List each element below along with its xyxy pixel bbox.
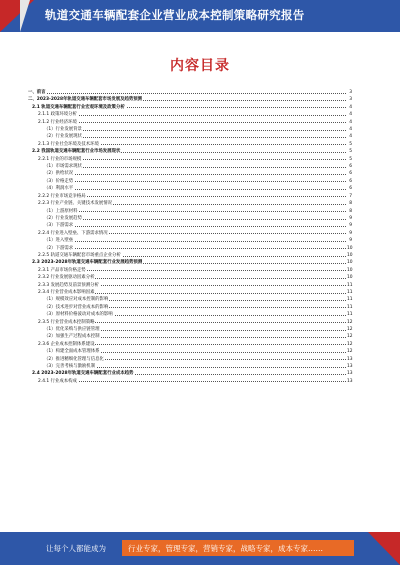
dot-leader (44, 137, 346, 138)
toc-entry-text: （1）进入壁垒 (44, 238, 74, 244)
toc-page-number: 6 (347, 170, 352, 177)
toc-entry[interactable] (28, 119, 352, 126)
toc-entry[interactable] (28, 126, 352, 133)
toc-entry[interactable] (28, 222, 352, 229)
toc-page-number: 12 (347, 349, 353, 355)
toc-entry[interactable] (28, 193, 352, 200)
toc-entry-text: 2.3.1 产品市场价格走势 (38, 267, 86, 273)
toc-entry-text: 2.3 2023-2028年轨道交通车辆配套行业发展趋势预测 (32, 260, 143, 266)
footer-tagline-box (122, 540, 354, 556)
toc-entry-text: （1）行业发展背景 (44, 127, 82, 133)
toc-page-number: 12 (347, 334, 353, 340)
toc-entry[interactable] (28, 133, 352, 140)
toc-page-number: 4 (347, 111, 352, 118)
toc-page-number: 10 (347, 275, 353, 281)
toc-entry[interactable] (28, 311, 352, 318)
dot-leader (28, 93, 346, 94)
toc-entry-text: 二、2023-2028年轨道交通车辆配套市场发展及趋势预测 (28, 97, 143, 103)
toc-entry[interactable] (28, 104, 352, 111)
toc-entry[interactable] (28, 333, 352, 340)
toc-entry-text: 2.2.1 行业的市场规模 (38, 156, 82, 162)
toc-page-number: 4 (347, 119, 352, 126)
dot-leader (44, 167, 346, 168)
toc-page-number: 4 (347, 126, 352, 133)
toc-entry[interactable] (28, 282, 352, 289)
page-footer (0, 532, 400, 565)
toc-entry[interactable] (28, 230, 352, 237)
toc-entry-text: （2）行业发展现状 (44, 134, 82, 140)
toc-entry[interactable] (28, 170, 352, 177)
dot-leader (44, 219, 346, 220)
toc-entry-text: （1）构建全面成本管理体系 (44, 349, 100, 355)
toc-entry-text: （2）加强生产过程成本控制 (44, 334, 100, 340)
header-grey-stripe (20, 0, 30, 32)
dot-leader (38, 122, 346, 123)
dot-leader (38, 115, 346, 116)
toc-entry[interactable] (28, 200, 352, 207)
toc-entry[interactable] (28, 156, 352, 163)
toc-page-number: 6 (347, 178, 352, 185)
toc-entry[interactable] (28, 237, 352, 244)
toc-entry[interactable] (28, 274, 352, 281)
toc-entry[interactable] (28, 148, 352, 155)
toc-page-number: 11 (347, 282, 353, 288)
toc-entry-text: （1）上游原材料 (44, 208, 78, 214)
toc-entry-text: 2.2.2 行业市场竞争格局 (38, 193, 86, 199)
dot-leader (44, 241, 346, 242)
toc-entry[interactable] (28, 111, 352, 118)
toc-entry[interactable] (28, 96, 352, 103)
toc-page-number: 4 (347, 133, 352, 140)
toc-page-number: 5 (347, 156, 352, 163)
toc-entry[interactable] (28, 185, 352, 192)
toc-entry[interactable] (28, 370, 352, 377)
toc-entry-text: （3）价格走势 (44, 178, 74, 184)
toc-page-number: 9 (347, 222, 352, 229)
toc-page-number: 8 (347, 200, 352, 207)
toc-entry-text: （1）规模效应对成本控制的影响 (44, 297, 109, 303)
dot-leader (38, 159, 346, 160)
toc-entry[interactable] (28, 89, 352, 96)
dot-leader (44, 248, 346, 249)
toc-entry-text: （2）推进精细化管理与信息化 (44, 356, 104, 362)
toc-entry-text: 2.3.6 企业成本控制体系建设 (38, 341, 95, 347)
toc-page-number: 9 (347, 230, 352, 237)
toc-entry-text: （3）下游需求 (44, 223, 74, 229)
toc-entry-text: （1）市场需求现状 (44, 164, 82, 170)
toc-page-number: 9 (347, 215, 352, 222)
toc-page-number: 10 (347, 267, 353, 273)
dot-leader (44, 189, 346, 190)
footer-red-corner (368, 532, 400, 565)
toc-page-number: 3 (347, 96, 352, 103)
toc-entry-text: 2.1.1 政策环境分析 (38, 112, 77, 118)
toc-entry-text: 2.3.5 行业营业成本控制策略 (38, 319, 95, 325)
toc-page-number: 12 (347, 341, 353, 347)
toc-entry-text: 2.2.3 行业产业链、关键技术发展情况 (38, 201, 113, 207)
toc-entry[interactable] (28, 245, 352, 252)
toc-entry[interactable] (28, 208, 352, 215)
toc-page-number: 13 (347, 364, 353, 370)
toc-entry-text: 2.3.4 行业营业成本影响因素 (38, 289, 95, 295)
toc-entry-text: 2.1.2 行业经济环境 (38, 119, 77, 125)
toc-entry[interactable] (28, 319, 352, 326)
toc-page-number: 11 (347, 297, 353, 303)
toc-entry-text: （1）优化采购与供应链管理 (44, 327, 100, 332)
toc-entry-text: （2）技术进步对营业成本的影响 (44, 304, 109, 310)
toc-entry-text: 2.4 2023-2028年轨道交通车辆配套行业成本趋势 (32, 371, 134, 377)
toc-entry[interactable] (28, 326, 352, 333)
toc-entry-text: （2）下游需求 (44, 245, 74, 251)
footer-slogan: 让每个人都能成为 (46, 544, 106, 553)
toc-entry[interactable] (28, 296, 352, 303)
toc-page-number: 8 (347, 208, 352, 215)
toc-page-number: 11 (347, 289, 353, 295)
dot-leader (44, 226, 346, 227)
toc-entry-text: （2）供给状况 (44, 171, 74, 177)
toc-page-number: 12 (347, 319, 353, 325)
toc-page-number: 10 (347, 252, 353, 258)
toc-page-number: 5 (347, 141, 352, 148)
toc-entry-text: 2.2.5 轨道交通车辆配套市场重点企业分析 (38, 252, 121, 258)
toc-entry[interactable] (28, 178, 352, 185)
toc-heading: 内容目录 (170, 58, 230, 74)
toc-page-number: 5 (347, 148, 352, 155)
toc-entry[interactable] (28, 304, 352, 311)
toc-page-number: 13 (347, 378, 353, 384)
toc-entry[interactable] (28, 363, 352, 370)
toc-page-number: 13 (347, 371, 353, 377)
toc-page-number: 6 (347, 185, 352, 192)
toc-page-number: 11 (347, 312, 353, 318)
toc-entry[interactable] (28, 341, 352, 348)
toc-entry[interactable] (28, 348, 352, 355)
footer-tagline: 行业专家，管理专家，营销专家，战略专家，成本专家…… (128, 544, 323, 553)
toc-page-number: 4 (347, 104, 352, 111)
toc-entry[interactable] (28, 267, 352, 274)
toc-entry[interactable] (28, 215, 352, 222)
dot-leader (44, 174, 346, 175)
toc-entry[interactable] (28, 356, 352, 363)
page-header (0, 0, 400, 32)
toc-entry[interactable] (28, 141, 352, 148)
toc-entry-text: 2.4.1 行业成本构成 (38, 378, 77, 384)
dot-leader (38, 381, 346, 382)
toc-page-number: 12 (347, 327, 353, 332)
toc-entry[interactable] (28, 289, 352, 296)
toc-entry-text: 2.1.3 行业社会环境及技术环境 (38, 141, 99, 147)
toc-entry-text: （4）利润水平 (44, 186, 74, 192)
toc-page-number: 10 (347, 260, 353, 266)
toc-entry-text: （3）完善考核与激励机制 (44, 364, 96, 370)
dot-leader (44, 211, 346, 212)
toc-entry-text: 一、前言 (28, 90, 46, 95)
report-title: 轨道交通车辆配套企业营业成本控制策略研究报告 (45, 8, 305, 22)
toc-entry-text: 2.2 我国轨道交通车辆配套行业市场发展现状 (32, 149, 121, 155)
toc-page-number: 10 (347, 245, 353, 251)
table-of-contents (28, 89, 352, 385)
dot-leader (44, 181, 346, 182)
toc-entry-text: 2.1 轨道交通车辆配套行业宏观环境及政策分析 (32, 104, 125, 110)
dot-leader (44, 130, 346, 131)
toc-entry-text: （3）原材料价格波动对成本的影响 (44, 312, 113, 318)
toc-entry[interactable] (28, 252, 352, 259)
toc-page-number: 13 (347, 356, 353, 362)
toc-page-number: 9 (347, 237, 352, 244)
toc-entry[interactable] (28, 259, 352, 266)
toc-page-number: 11 (347, 304, 353, 310)
toc-entry-text: 2.3.2 行业发展驱动因素分析 (38, 275, 95, 281)
toc-entry-text: 2.2.4 行业进入壁垒、下游需求情况 (38, 230, 108, 236)
toc-entry-text: 2.3.3 发展趋势及前景预测分析 (38, 282, 99, 288)
toc-entry[interactable] (28, 378, 352, 385)
toc-page-number: 3 (347, 89, 352, 96)
toc-page-number: 6 (347, 163, 352, 170)
toc-page-number: 7 (347, 193, 352, 200)
toc-entry[interactable] (28, 163, 352, 170)
toc-entry-text: （2）行业发展趋势 (44, 215, 82, 221)
